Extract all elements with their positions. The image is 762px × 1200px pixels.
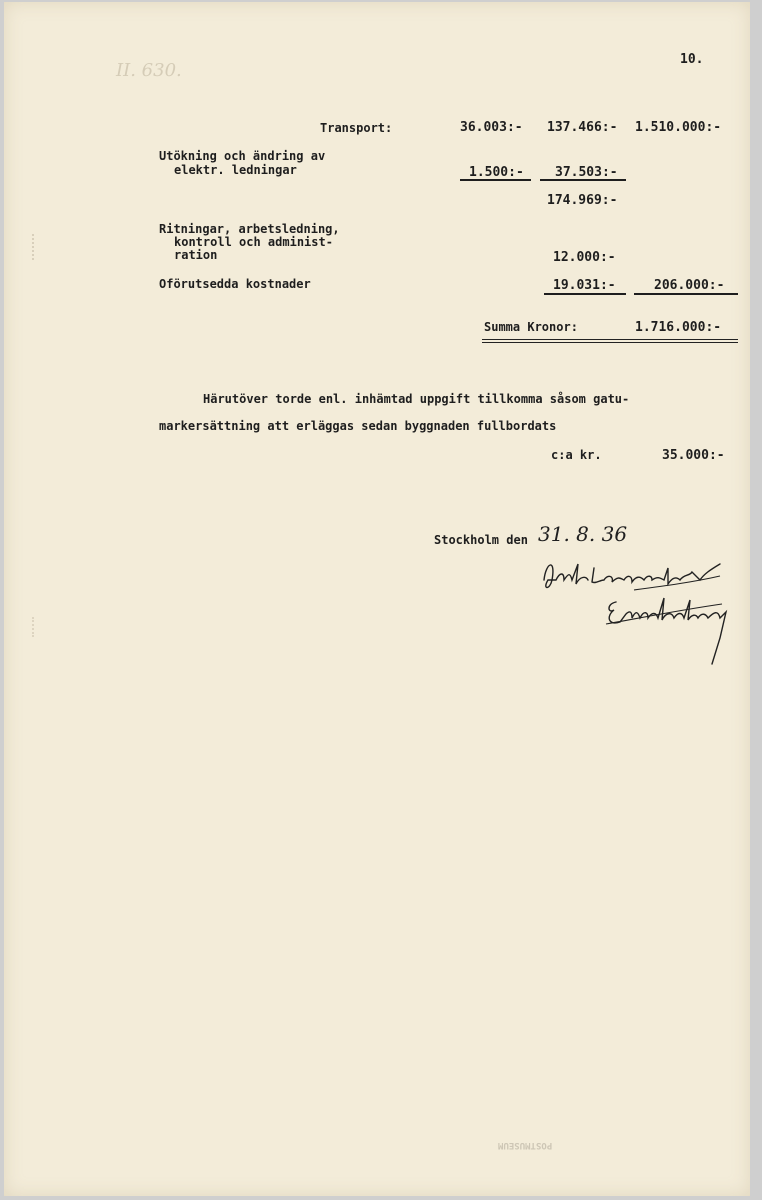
transport-col1: 36.003:- bbox=[460, 120, 523, 135]
transport-col2: 137.466:- bbox=[547, 120, 618, 135]
transport-label: Transport: bbox=[320, 121, 393, 135]
reversed-stamp: POSTMUSEUM bbox=[498, 1140, 553, 1150]
transport-col3: 1.510.000:- bbox=[635, 120, 722, 135]
summa-label: Summa Kronor: bbox=[484, 320, 578, 334]
utokning-col1-underline bbox=[460, 179, 531, 181]
utokning-label-line2: elektr. ledningar bbox=[174, 163, 297, 177]
oforutsedda-label: Oförutsedda kostnader bbox=[159, 277, 311, 291]
utokning-col2-underline bbox=[540, 179, 626, 181]
document-page bbox=[4, 2, 750, 1196]
signature-2 bbox=[600, 588, 736, 666]
utokning-col2: 37.503:- bbox=[555, 165, 618, 180]
ritningar-label-line1: Ritningar, arbetsledning, bbox=[159, 222, 340, 236]
summa-value: 1.716.000:- bbox=[635, 320, 722, 335]
note-line1: Härutöver torde enl. inhämtad uppgift tillkomma såsom gatu- bbox=[203, 392, 630, 406]
ritningar-label-line2: kontroll och administ- bbox=[174, 235, 333, 249]
ritningar-label-line3: ration bbox=[174, 248, 218, 262]
subtotal-col2: 174.969:- bbox=[547, 193, 618, 208]
margin-mark bbox=[32, 234, 38, 260]
note-approx-label: c:a kr. bbox=[551, 448, 602, 462]
ritningar-col2: 12.000:- bbox=[553, 250, 616, 265]
page-number: 10. bbox=[680, 52, 704, 67]
oforutsedda-col2-underline bbox=[544, 293, 626, 295]
summa-double-underline bbox=[482, 339, 738, 343]
utokning-label-line1: Utökning och ändring av bbox=[159, 149, 326, 163]
handwritten-date: 31. 8. 36 bbox=[538, 522, 628, 546]
oforutsedda-col3-underline bbox=[634, 293, 738, 295]
oforutsedda-col3: 206.000:- bbox=[654, 278, 725, 293]
note-approx-value: 35.000:- bbox=[662, 448, 725, 463]
oforutsedda-col2: 19.031:- bbox=[553, 278, 616, 293]
place-date-label: Stockholm den bbox=[434, 533, 528, 547]
margin-mark bbox=[32, 617, 38, 637]
pencil-mark: II. 630. bbox=[116, 60, 182, 81]
utokning-col1: 1.500:- bbox=[469, 165, 524, 180]
note-line2: markersättning att erläggas sedan byggnaden fullbordats bbox=[159, 419, 557, 433]
